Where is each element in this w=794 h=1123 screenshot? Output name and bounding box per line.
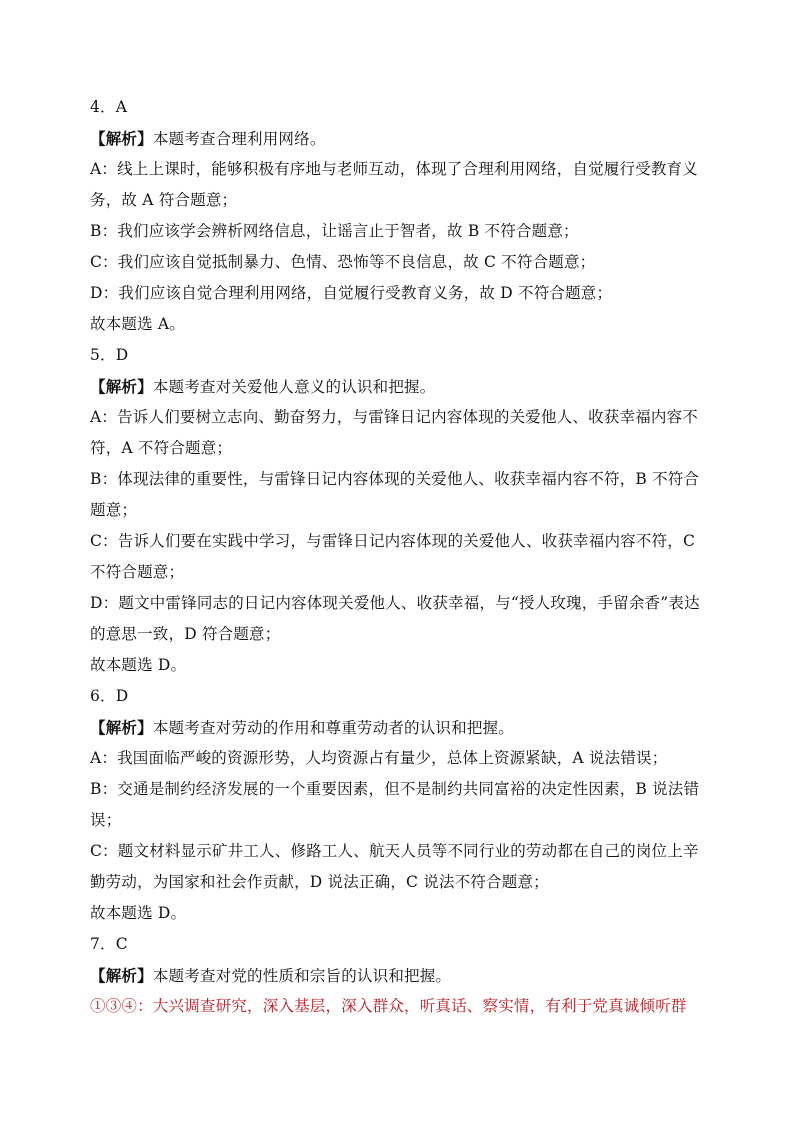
answer-line-q6: 6．D bbox=[90, 687, 129, 705]
option-line: B：交通是制约经济发展的一个重要因素，但不是制约共同富裕的决定性因素，B 说法错 bbox=[90, 780, 700, 798]
option-line: C：题文材料显示矿井工人、修路工人、航天人员等不同行业的劳动都在自己的岗位上辛 bbox=[90, 842, 699, 860]
analysis-tag: 【解析】 bbox=[90, 718, 153, 737]
answer-line-q7: 7．C bbox=[90, 935, 128, 953]
analysis-line: 【解析】本题考查对劳动的作用和尊重劳动者的认识和把握。 bbox=[90, 718, 514, 737]
highlighted-explanation-line: ①③④：大兴调查研究，深入基层，深入群众，听真话、察实情，有利于党真诚倾听群 bbox=[90, 997, 687, 1015]
analysis-tag: 【解析】 bbox=[90, 377, 153, 396]
analysis-tag: 【解析】 bbox=[90, 966, 153, 985]
option-line: 勤劳动，为国家和社会作贡献，D 说法正确，C 说法不符合题意； bbox=[90, 873, 549, 891]
analysis-tag: 【解析】 bbox=[90, 129, 153, 148]
answer-explanations bbox=[90, 92, 720, 1022]
option-line: C：告诉人们要在实践中学习，与雷锋日记内容体现的关爱他人、收获幸福内容不符，C bbox=[90, 532, 696, 550]
option-line: 题意； bbox=[90, 501, 138, 519]
answer-line-q5: 5．D bbox=[90, 346, 129, 364]
analysis-line: 【解析】本题考查对关爱他人意义的认识和把握。 bbox=[90, 377, 436, 396]
option-line: B：我们应该学会辨析网络信息，让谣言止于智者，故 B 不符合题意； bbox=[90, 222, 579, 240]
option-line: 的意思一致，D 符合题意； bbox=[90, 625, 281, 643]
option-line: A：我国面临严峻的资源形势，人均资源占有量少，总体上资源紧缺，A 说法错误； bbox=[90, 749, 668, 767]
conclusion-line: 故本题选 A。 bbox=[90, 315, 186, 333]
option-line: C：我们应该自觉抵制暴力、色情、恐怖等不良信息，故 C 不符合题意； bbox=[90, 253, 596, 271]
conclusion-line: 故本题选 D。 bbox=[90, 656, 187, 674]
conclusion-line: 故本题选 D。 bbox=[90, 904, 187, 922]
option-line: A：告诉人们要树立志向、勤奋努力，与雷锋日记内容体现的关爱他人、收获幸福内容不 bbox=[90, 408, 698, 426]
option-line: A：线上上课时，能够积极有序地与老师互动，体现了合理利用网络，自觉履行受教育义 bbox=[90, 160, 698, 178]
option-line: 务，故 A 符合题意； bbox=[90, 191, 238, 209]
option-line: 符，A 不符合题意； bbox=[90, 439, 233, 457]
analysis-line: 【解析】本题考查合理利用网络。 bbox=[90, 129, 326, 148]
option-line: D：题文中雷锋同志的日记内容体现关爱他人、收获幸福，与“授人玫瑰，手留余香”表达 bbox=[90, 594, 700, 612]
analysis-line: 【解析】本题考查对党的性质和宗旨的认识和把握。 bbox=[90, 966, 452, 985]
option-line: D：我们应该自觉合理利用网络，自觉履行受教育义务，故 D 不符合题意； bbox=[90, 284, 613, 302]
option-line: 不符合题意； bbox=[90, 563, 185, 581]
option-line: B：体现法律的重要性，与雷锋日记内容体现的关爱他人、收获幸福内容不符，B 不符合 bbox=[90, 470, 700, 488]
answer-line-q4: 4．A bbox=[90, 98, 128, 116]
option-line: 误； bbox=[90, 811, 122, 829]
